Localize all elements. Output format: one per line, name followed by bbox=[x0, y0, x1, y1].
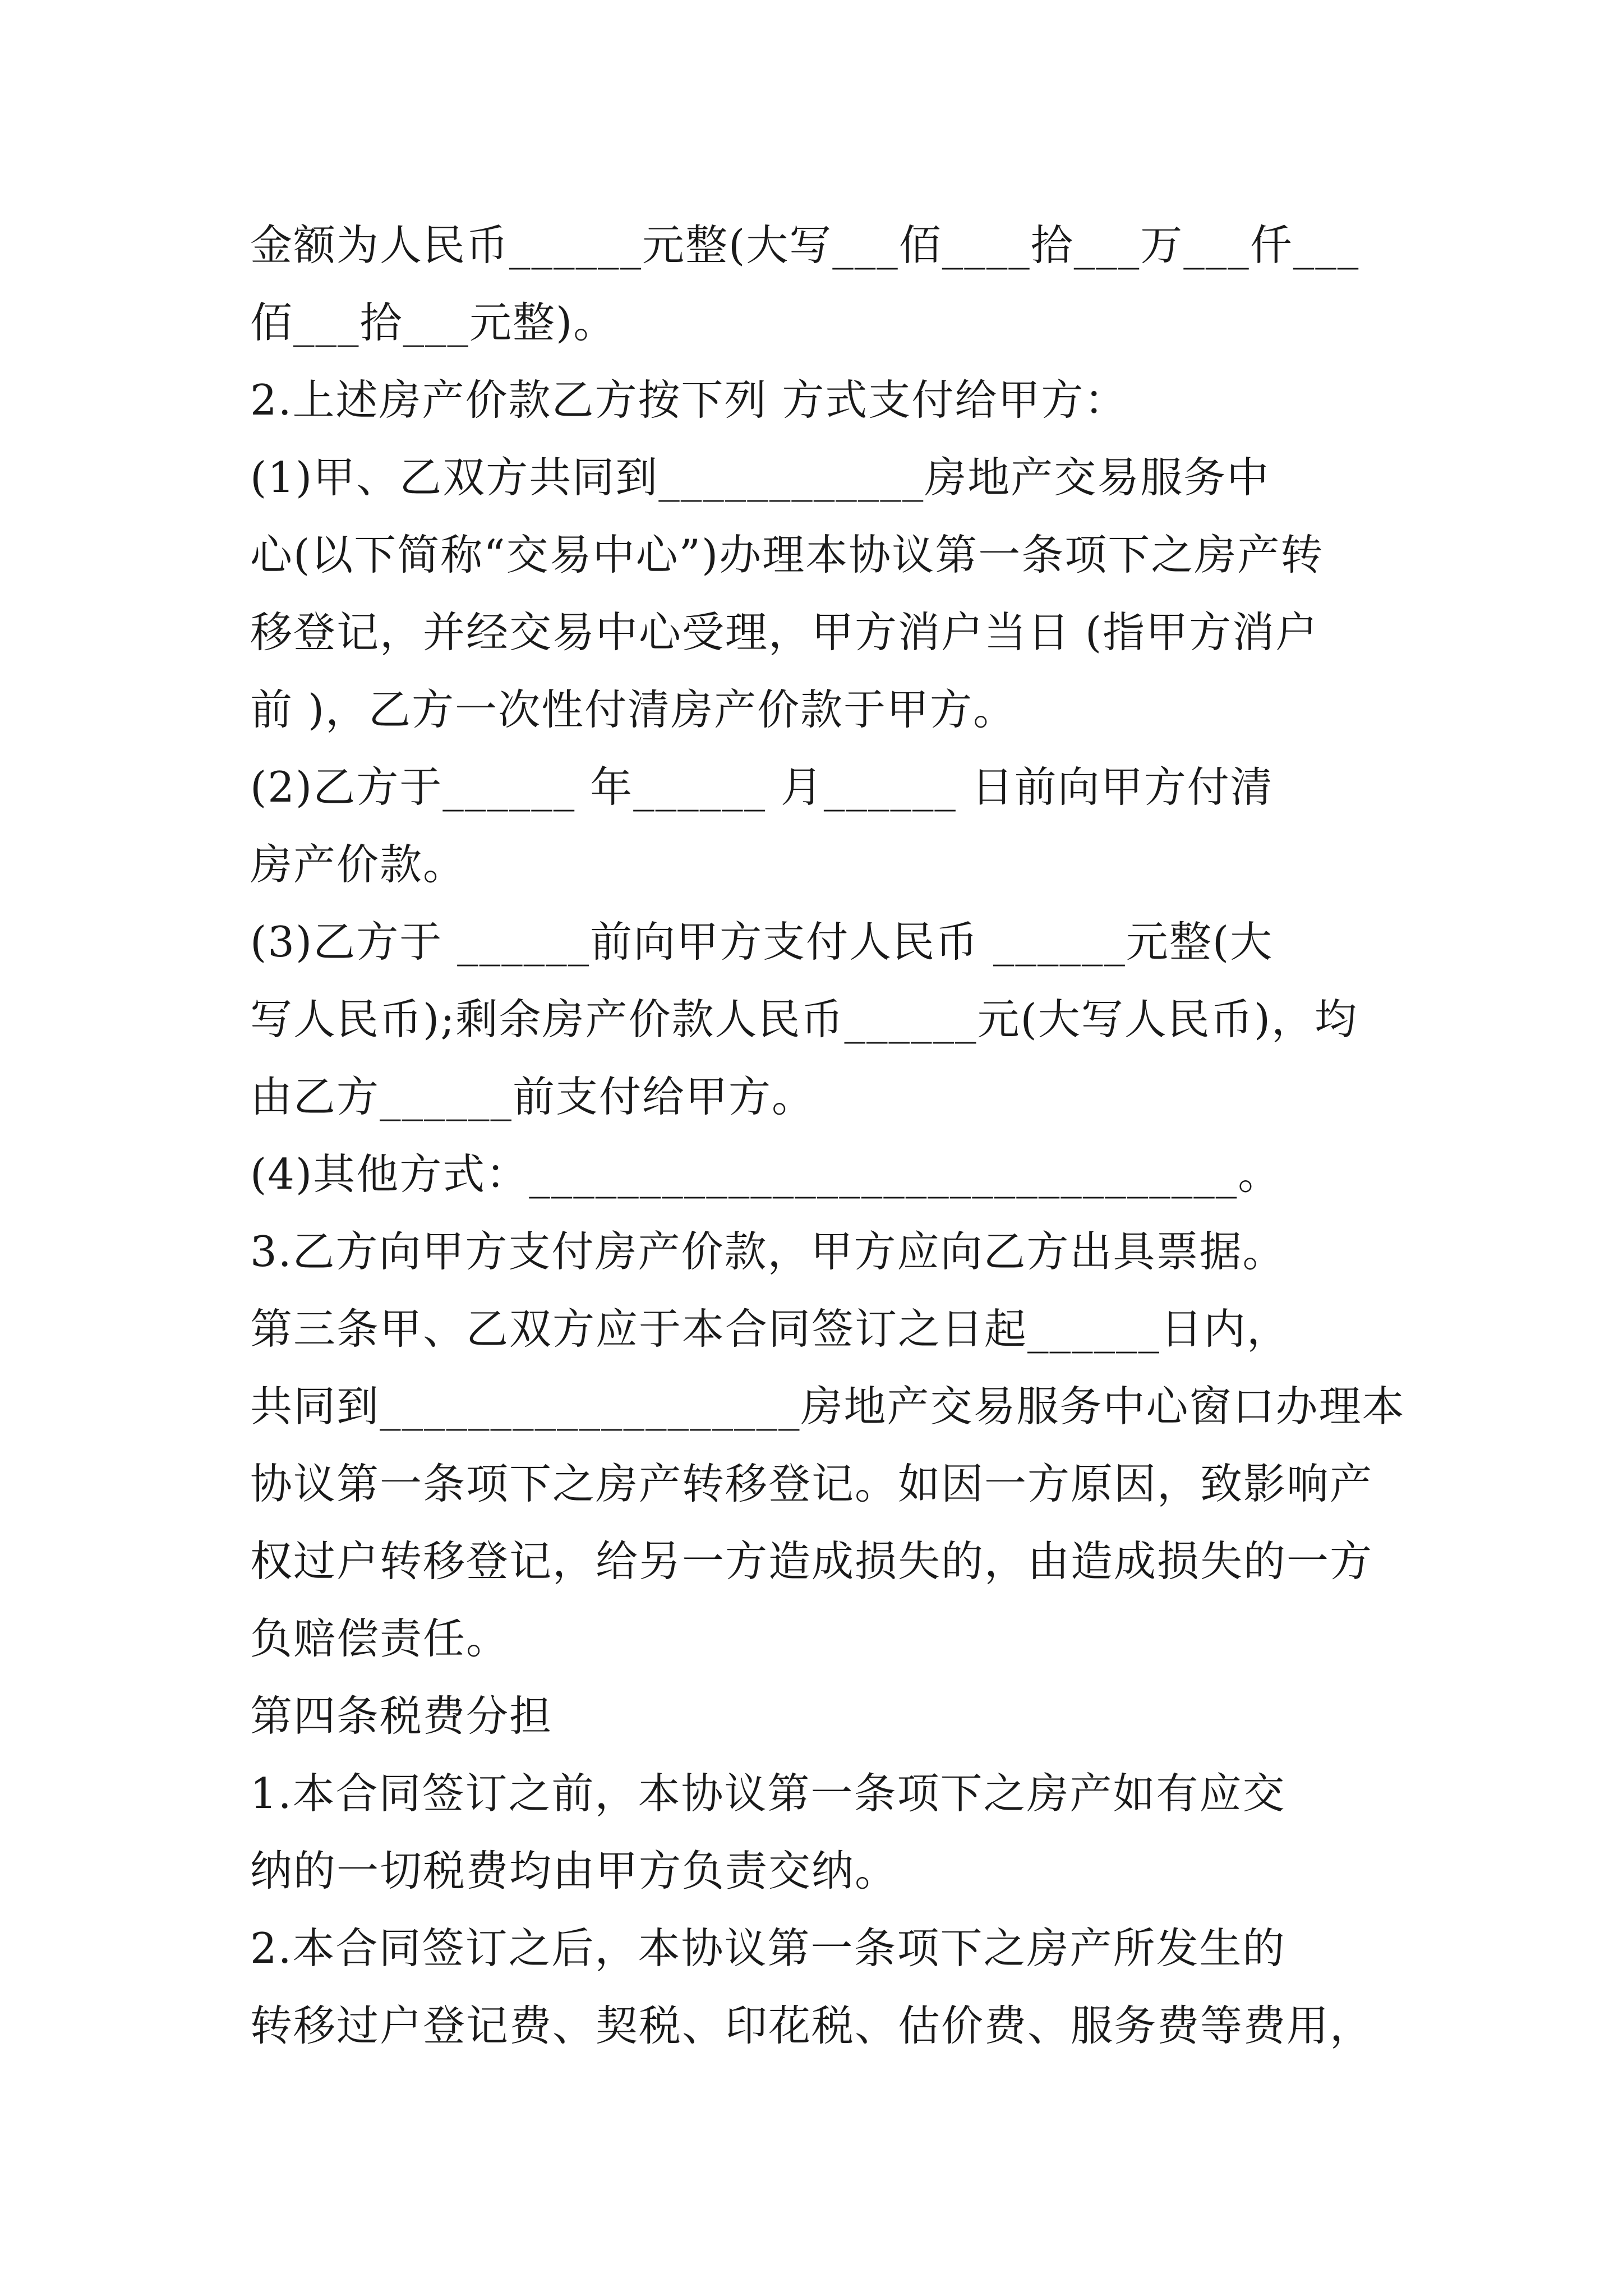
text-line: 权过户转移登记，给另一方造成损失的，由造成损失的一方 bbox=[250, 1536, 1373, 1586]
text-line: 移登记，并经交易中心受理，甲方消户当日 (指甲方消户 bbox=[250, 608, 1319, 657]
text-line: (3)乙方于 ______前向甲方支付人民币 ______元整(大 bbox=[250, 917, 1274, 967]
text-line: 第三条甲、乙双方应于本合同签订之日起______日内， bbox=[250, 1304, 1290, 1354]
text-line: 第四条税费分担 bbox=[250, 1691, 553, 1741]
text-line: 2.本合同签订之后，本协议第一条项下之房产所发生的 bbox=[250, 1924, 1286, 1973]
text-line: 佰___拾___元整)。 bbox=[250, 298, 617, 347]
text-line: 写人民币);剩余房产价款人民币______元(大写人民币)，均 bbox=[250, 995, 1358, 1044]
text-line: 协议第一条项下之房产转移登记。如因一方原因，致影响产 bbox=[250, 1459, 1373, 1508]
contract-body bbox=[250, 206, 1405, 2064]
text-line: 前 )，乙方一次性付清房产价款于甲方。 bbox=[250, 685, 1017, 734]
text-line: 负赔偿责任。 bbox=[250, 1614, 510, 1663]
text-line: 3.乙方向甲方支付房产价款，甲方应向乙方出具票据。 bbox=[250, 1227, 1286, 1276]
text-line: 纳的一切税费均由甲方负责交纳。 bbox=[250, 1846, 898, 1895]
text-line: (2)乙方于______ 年______ 月______ 日前向甲方付清 bbox=[250, 762, 1274, 812]
text-line: 心(以下简称“交易中心”)办理本协议第一条项下之房产转 bbox=[250, 530, 1324, 579]
text-line: 金额为人民币______元整(大写___佰____拾___万___仟___ bbox=[250, 220, 1360, 270]
text-line: 房产价款。 bbox=[250, 840, 467, 889]
text-line: (1)甲、乙双方共同到____________房地产交易服务中 bbox=[250, 453, 1270, 502]
text-line: 2.上述房产价款乙方按下列 方式支付给甲方： bbox=[250, 375, 1128, 425]
text-line: 共同到___________________房地产交易服务中心窗口办理本 bbox=[250, 1382, 1405, 1431]
text-line: 转移过户登记费、契税、印花税、估价费、服务费等费用， bbox=[250, 2001, 1373, 2050]
text-line: (4)其他方式：________________________________。 bbox=[250, 1149, 1281, 1199]
text-line: 由乙方______前支付给甲方。 bbox=[250, 1072, 815, 1121]
text-line: 1.本合同签订之前，本协议第一条项下之房产如有应交 bbox=[250, 1769, 1286, 1818]
